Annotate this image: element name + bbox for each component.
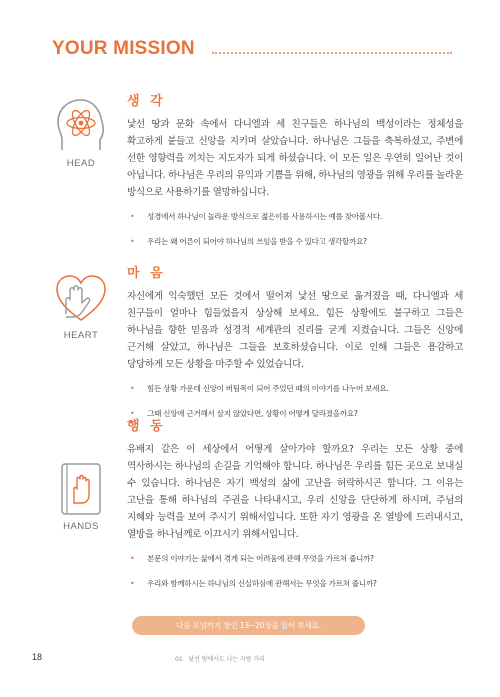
section-head [50,94,463,254]
page-title: YOUR MISSION [52,38,195,59]
heart-icon-label: HEART [63,330,99,341]
heart-question-list [127,383,463,419]
page-number: 18 [32,652,43,662]
hands-question-list [127,553,463,589]
head-section-body: 낯선 땅과 문화 속에서 다니엘과 세 친구들은 하나님의 백성이라는 정체성을 확고하게 붙들고 신앙을 지키며 살았습니다. 하나님은 그들을 축복하셨고, 주변에 선한 영향력을 끼치는 지도자가 되게 하셨습니다. 이 모든 일은 우연히 일어난 것이 아닙니다. 하나님은 우리의 유익과 기쁨을 위해, 하나님의 영광을 위해 우리를 놀라운 방식으로 사용하기를 열망하십니다. [127,119,463,198]
hands-section-body: 유배지 같은 이 세상에서 어떻게 살아가야 할까요? 우리는 모든 상황 중에 역사하시는 하나님의 손길을 기억해야 합니다. 하나님은 우리를 힘든 곳으로 보내실 수 있습니다. 하나님은 자기 백성의 삶에 고난을 허락하시곤 합니다. 그 이유는 고난을 통해 하나님의 주권을 나타내시고, 우리 신앙을 단단하게 하시며, 주님의 지혜와 능력을 보여 주시기 위해서입니다. 또한 자기 영광을 온 열방에 드러내시고, 열방을 하나님께로 이끄시기 위해서입니다. [127,444,463,540]
hands-section-title: 행 동 [127,419,166,434]
question-text: 우리는 왜 어른이 되어야 하나님의 쓰임을 받을 수 있다고 생각할까요? [147,237,367,246]
heart-section-title: 마 음 [127,266,166,281]
reading-assignment-banner: 다음 모임까지 창인 13~20장을 읽어 보세요. [132,616,365,635]
hand-on-bible-icon [54,461,108,517]
head-text [127,94,463,261]
bullet-icon: • [130,384,135,393]
heart-icon-column [50,270,112,341]
question-item [127,211,463,222]
question-text: 힘든 상황 가운데 신앙이 버팀목이 되어 주었던 때의 이야기를 나누어 보세요. [147,384,389,393]
head-icon-label: HEAD [66,158,96,169]
question-text: 우리와 함께하시는 하나님의 신실하심에 관해서는 무엇을 가르쳐 줍니까? [147,579,377,588]
chapter-number: 01 [175,656,183,663]
question-text: 그때 신앙에 근거해서 살지 않았다면, 상황이 어떻게 달라졌을까요? [147,409,358,418]
head-icon-column [50,96,112,169]
head-section-title: 생 각 [127,94,166,109]
question-text: 성경에서 하나님이 놀라운 방식으로 젊은이를 사용하시는 예를 찾아봅시다. [147,212,383,221]
question-item [127,553,463,564]
question-item [127,383,463,394]
hand-on-heart-icon [52,270,110,326]
section-heart [50,266,463,418]
bullet-icon: • [130,554,135,563]
atom-head-icon [54,96,108,154]
hands-icon-column [50,461,112,532]
head-question-list [127,211,463,247]
chapter-title: 낯선 땅에서도 나는 자랑 거리 [188,656,265,663]
bullet-icon: • [130,579,135,588]
running-footer [175,654,265,663]
bullet-icon: • [130,409,135,418]
question-item [127,578,463,589]
bullet-icon: • [130,237,135,246]
section-hands [50,419,463,614]
heart-text [127,266,463,433]
bullet-icon: • [130,212,135,221]
heart-section-body: 자신에게 익숙했던 모든 것에서 떨어져 낯선 땅으로 옮겨졌을 때, 다니엘과 세 친구들이 얼마나 힘들었을지 상상해 보세요. 힘든 상황에도 불구하고 그들은 하나님을 향한 믿음과 성경적 세계관의 진리를 굳게 지켰습니다. 그들은 신앙에 근거해 살았고, 하나님은 그들을 보호하셨습니다. 이로 인해 그들은 용감하고 당당하게 모든 상황을 마주할 수 있었습니다. [127,291,463,370]
question-text: 본문의 이야기는 삶에서 겪게 되는 어려움에 관해 무엇을 가르쳐 줍니까? [147,554,374,563]
hands-icon-label: HANDS [63,521,99,532]
question-item [127,236,463,247]
title-dotted-rule [212,52,452,54]
question-item [127,408,463,419]
hands-text [127,419,463,603]
